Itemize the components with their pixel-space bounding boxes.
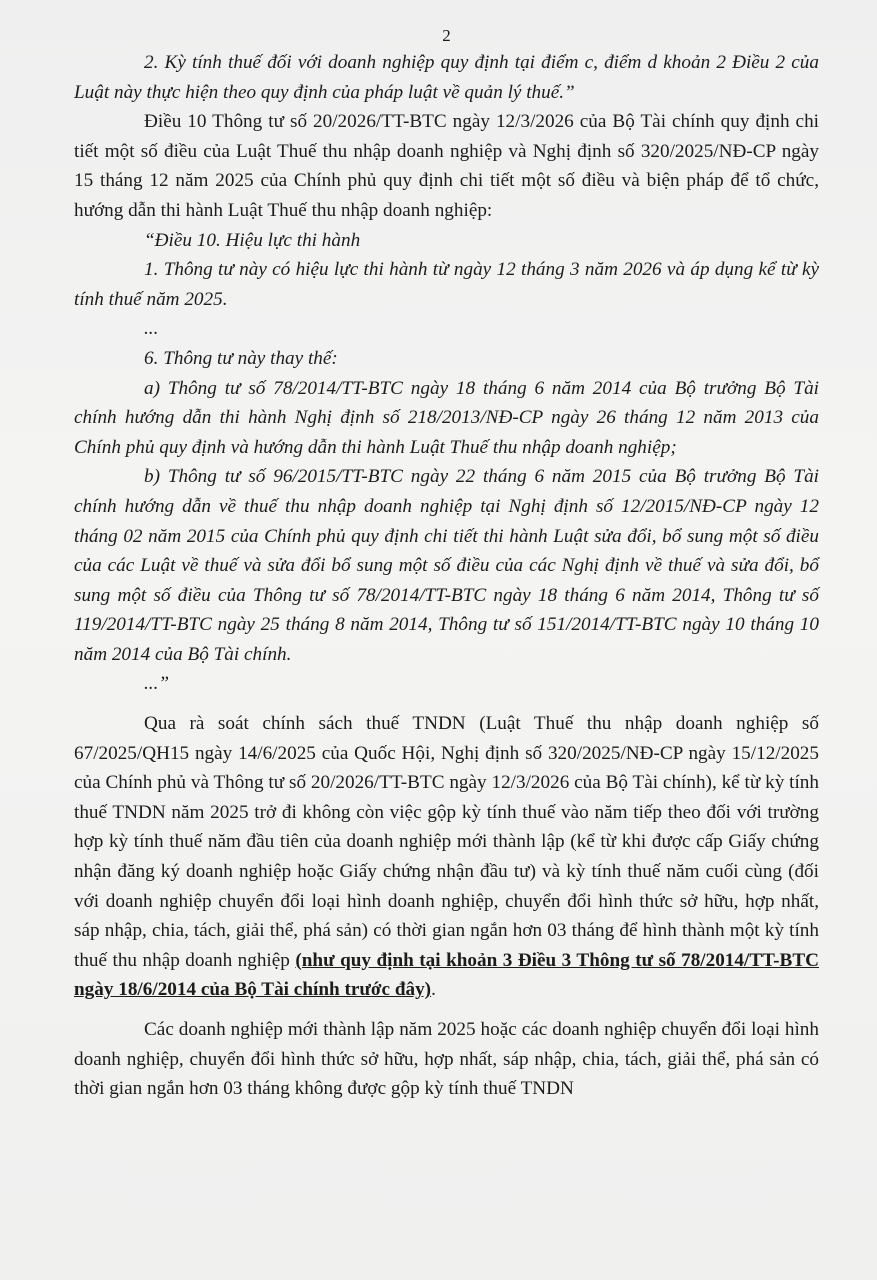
paragraph-spacer [74, 699, 819, 709]
final-paragraph: Các doanh nghiệp mới thành lập năm 2025 hoặc các doanh nghiệp chuyển đổi loại hình doanh nghiệp, chuyển đổi hình thức sở hữu, hợp nhất, sáp nhập, chia, tách, giải thể, phá sản có thời gian ngắn hơn 03 tháng không được gộp kỳ tính thuế TNDN [74, 1019, 819, 1100]
article10-item-a: a) Thông tư số 78/2014/TT-BTC ngày 18 tháng 6 năm 2014 của Bộ trưởng Bộ Tài chính hướng dẫn thi hành Nghị định số 218/2013/NĐ-CP ngày 26 tháng 12 năm 2013 của Chính phủ quy định và hướng dẫn thi hành Luật Thuế thu nhập doanh nghiệp; [74, 377, 819, 458]
article10-clause-6: 6. Thông tư này thay thế: [144, 347, 338, 369]
article10-ellipsis-1: ... [144, 318, 159, 340]
article10-item-b: b) Thông tư số 96/2015/TT-BTC ngày 22 tháng 6 năm 2015 của Bộ trưởng Bộ Tài chính hướng dẫn về thuế thu nhập doanh nghiệp tại Nghị định số 12/2015/NĐ-CP ngày 12 tháng 02 năm 2015 của Chính phủ quy định chi tiết thi hành Luật sửa đổi, bổ sung một số điều của các Luật về thuế và sửa đổi bổ sung một số điều của các Nghị định về thuế và sửa đổi, bổ sung một số điều của Thông tư số 78/2014/TT-BTC ngày 18 tháng 6 năm 2014, Thông tư số 119/2014/TT-BTC ngày 25 tháng 8 năm 2014, Thông tư số 151/2014/TT-BTC ngày 10 tháng 10 năm 2014 của Bộ Tài chính. [74, 466, 819, 665]
review-paragraph-emphasis: (như quy định tại khoản 3 Điều 3 Thông tư số 78/2014/TT-BTC ngày 18/6/2014 của Bộ Tài chính trước đây) [74, 949, 820, 1001]
quote-tail-paragraph: 2. Kỳ tính thuế đối với doanh nghiệp quy định tại điểm c, điểm d khoản 2 Điều 2 của Luật này thực hiện theo quy định của pháp luật về quản lý thuế.” [74, 52, 819, 103]
review-paragraph-end: . [431, 979, 436, 1001]
article10-intro-paragraph: Điều 10 Thông tư số 20/2026/TT-BTC ngày 12/3/2026 của Bộ Tài chính quy định chi tiết một số điều của Luật Thuế thu nhập doanh nghiệp và Nghị định số 320/2025/NĐ-CP ngày 15 tháng 12 năm 2025 của Chính phủ quy định chi tiết một số điều và biện pháp để tổ chức, hướng dẫn thi hành Luật Thuế thu nhập doanh nghiệp: [74, 111, 819, 221]
article10-clause-1: 1. Thông tư này có hiệu lực thi hành từ ngày 12 tháng 3 năm 2026 và áp dụng kể từ kỳ tính thuế năm 2025. [74, 259, 819, 310]
review-paragraph-text: Qua rà soát chính sách thuế TNDN (Luật Thuế thu nhập doanh nghiệp số 67/2025/QH15 ngày 14/6/2025 của Quốc Hội, Nghị định số 320/2025/NĐ-CP ngày 15/12/2025 của Chính phủ và Thông tư số 20/2026/TT-BTC ngày 12/3/2026 của Bộ Tài chính), kể từ kỳ tính thuế TNDN năm 2025 trở đi không còn việc gộp kỳ tính thuế vào năm tiếp theo đối với trường hợp kỳ tính thuế năm đầu tiên của doanh nghiệp mới thành lập (kể từ khi được cấp Giấy chứng nhận đăng ký doanh nghiệp hoặc Giấy chứng nhận đầu tư) và kỳ tính thuế năm cuối cùng (đối với doanh nghiệp chuyển đổi loại hình doanh nghiệp, chuyển đổi hình thức sở hữu, hợp nhất, sáp nhập, chia, tách, giải thể, phá sản) có thời gian ngắn hơn 03 tháng để hình thành một kỳ tính thuế thu nhập doanh nghiệp [74, 713, 819, 971]
review-paragraph [74, 709, 819, 1005]
paragraph-spacer [74, 1005, 819, 1015]
article10-ellipsis-2: ...” [144, 673, 170, 695]
article10-heading: “Điều 10. Hiệu lực thi hành [144, 229, 361, 251]
page-number: 2 [442, 26, 451, 45]
